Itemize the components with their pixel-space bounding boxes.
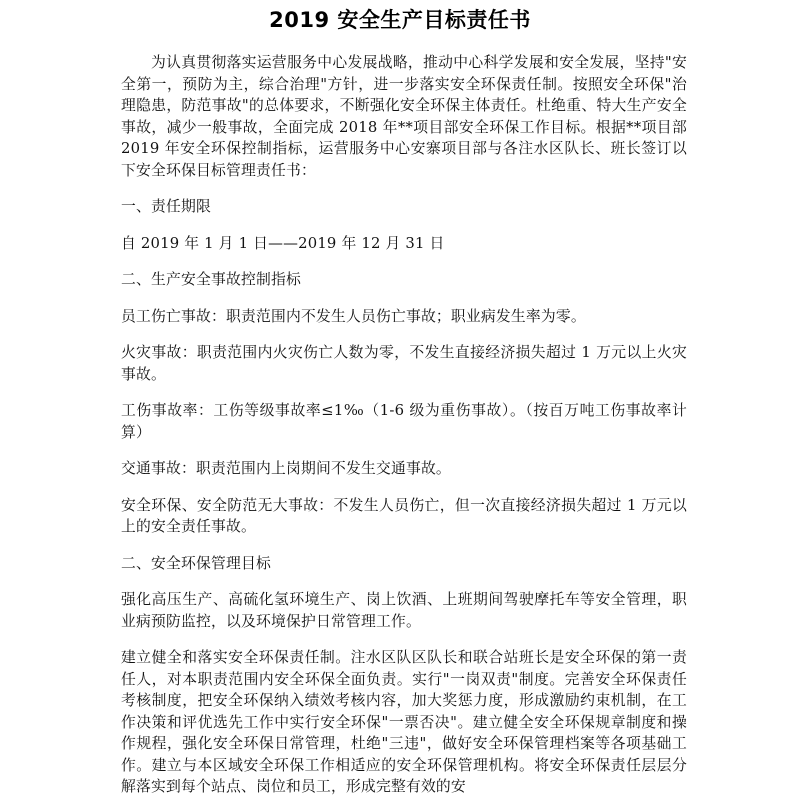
target-injury-rate: 工伤事故率：工伤等级事故率≤1‰（1-6 级为重伤事故）。（按百万吨工伤事故率计算） <box>121 402 687 441</box>
period-text: 自 2019 年 1 月 1 日——2019 年 12 月 31 日 <box>121 234 445 252</box>
intro-paragraph: 为认真贯彻落实运营服务中心发展战略，推动中心科学发展和安全发展，坚持"安全第一，预防为主，综合治理"方针，进一步落实安全环保责任制。按照安全环保"治理隐患，防范事故"的总体要求，不断强化安全环保主体责任。杜绝重、特大生产安全事故，减少一般事故，全面完成 2018 年**项目部安全环保工作目标。根据**项目部 2019 年安全环保控制指标，运营服务中心安寨项目部与各注水区队长、班长签订以下安全环保目标管理责任书： <box>121 54 687 179</box>
section-heading-management-goals: 二、安全环保管理目标 <box>121 554 271 572</box>
target-traffic-accident: 交通事故：职责范围内上岗期间不发生交通事故。 <box>121 460 451 477</box>
document-body <box>121 52 687 800</box>
target-fire-accident: 火灾事故：职责范围内火灾伤亡人数为零，不发生直接经济损失超过 1 万元以上火灾事故。 <box>121 344 687 383</box>
target-safety-accident: 安全环保、安全防范无大事故：不发生人员伤亡，但一次直接经济损失超过 1 万元以上的安全责任事故。 <box>121 496 687 535</box>
section-heading-accident-targets: 二、生产安全事故控制指标 <box>121 271 301 288</box>
document-title: 2019 安全生产目标责任书 <box>269 8 531 32</box>
management-paragraph: 强化高压生产、高硫化氢环境生产、岗上饮酒、上班期间驾驶摩托车等安全管理，职业病预防监控，以及环境保护日常管理工作。 <box>121 591 687 630</box>
section-heading-period: 一、责任期限 <box>121 198 211 215</box>
management-paragraph: 建立健全和落实安全环保责任制。注水区队区队长和联合站班长是安全环保的第一责任人，对本职责范围内安全环保全面负责。实行"一岗双责"制度。完善安全环保责任考核制度，把安全环保纳入绩效考核内容，加大奖惩力度，形成激励约束机制，在工作决策和评优选先工作中实行安全环保"一票否决"。建立健全安全环保规章制度和操作规程，强化安全环保日常管理，杜绝"三违"，做好安全环保管理档案等各项基础工作。建立与本区域安全环保工作相适应的安全环保管理机构。将安全环保责任层层分解落实到每个站点、岗位和员工，形成完整有效的安 <box>121 649 687 795</box>
target-employee-casualty: 员工伤亡事故：职责范围内不发生人员伤亡事故；职业病发生率为零。 <box>121 307 586 325</box>
